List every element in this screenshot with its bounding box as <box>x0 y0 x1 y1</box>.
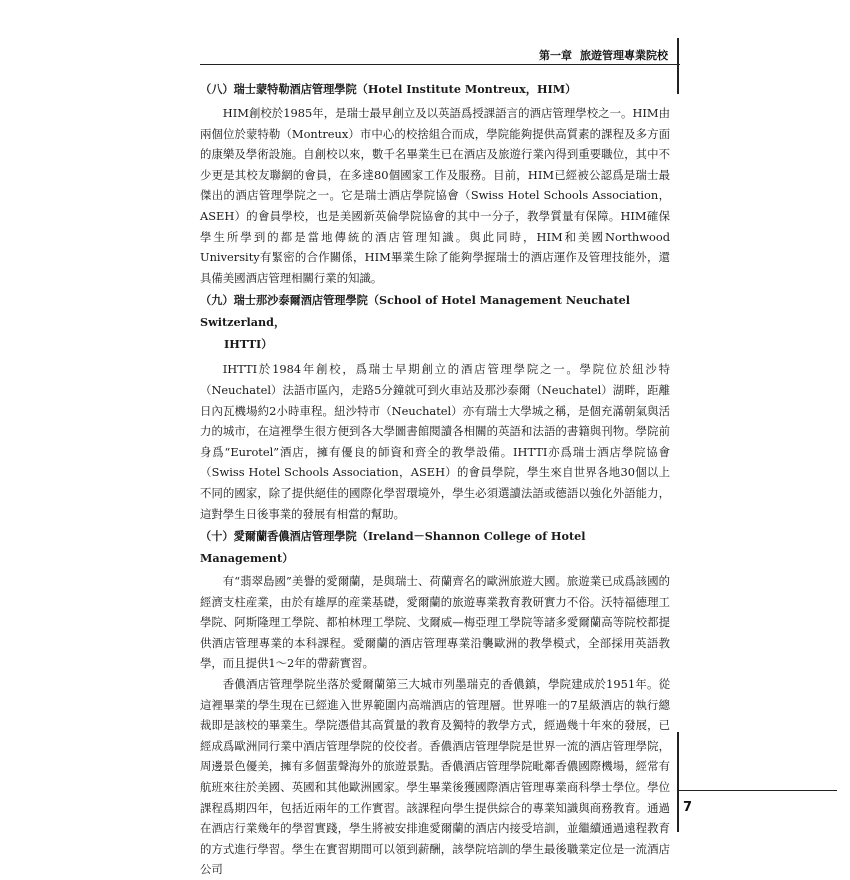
section-heading-9-text: （九）瑞士那沙泰爾酒店管理學院（School of Hotel Management Neuchatel Switzerland， <box>200 293 631 330</box>
section-heading-10 <box>200 525 670 569</box>
paragraph-ireland: 有“翡翠島國”美譽的愛爾蘭，是與瑞士、荷蘭齊名的歐洲旅遊大國。旅遊業已成爲該國的經濟支柱産業，由於有雄厚的産業基礎，愛爾蘭的旅遊專業教育教研實力不俗。沃特福德理工學院、阿斯隆理工學院、都柏林理工學院、戈爾威—梅亞理工學院等諸多愛爾蘭高等院校都提供酒店管理專業的本科課程。愛爾蘭的酒店管理專業沿襲歐洲的教學模式，全部採用英語教學，而且提供1～2年的帶薪實習。 <box>200 574 670 671</box>
page-number: 7 <box>683 800 693 815</box>
section-heading-10-text: （十）愛爾蘭香儂酒店管理學院（Ireland－Shannon College of Hotel Management） <box>200 529 586 566</box>
page-body <box>200 78 670 880</box>
running-head <box>539 47 668 63</box>
header-rule <box>200 64 680 65</box>
section-heading-9 <box>200 289 670 355</box>
chapter-title: 旅遊管理專業院校 <box>580 49 668 62</box>
section-heading-8 <box>200 78 670 100</box>
chapter-label: 第一章 <box>539 49 572 62</box>
section-heading-9-continuation: IHTTI） <box>224 337 273 352</box>
section-heading-8-text: （八）瑞士蒙特勒酒店管理學院（Hotel Institute Montreux，HIM） <box>200 82 577 96</box>
top-vertical-rule <box>677 38 679 94</box>
paragraph-shannon: 香儂酒店管理學院坐落於愛爾蘭第三大城市列墨瑞克的香儂鎮，學院建成於1951年。從這裡畢業的學生現在已經進入世界範圍内高端酒店的管理層。世界唯一的7星級酒店的執行總裁即是該校的畢業生。學院憑借其高質量的教育及獨特的教學方式，經過幾十年來的發展，已經成爲歐洲同行業中酒店管理學院的佼佼者。香儂酒店管理學院是世界一流的酒店管理學院，周邊景色優美，擁有多個蜚聲海外的旅遊景點。香儂酒店管理學院毗鄰香儂國際機場，經常有航班來往於美國、英國和其他歐洲國家。學生畢業後獲國際酒店管理專業商科學士學位。學位課程爲期四年，包括近兩年的工作實習。該課程向學生提供綜合的專業知識與商務教育。通過在酒店行業幾年的學習實踐，學生將被安排進愛爾蘭的酒店内接受培訓，並繼續通過遠程教育的方式進行學習。學生在實習期間可以領到薪酬，該學院培訓的學生最後職業定位是一流酒店公司 <box>200 677 670 877</box>
bottom-vertical-rule <box>677 732 679 832</box>
paragraph-him: HIM創校於1985年，是瑞士最早創立及以英語爲授課語言的酒店管理學校之一。HIM由兩個位於蒙特勒（Montreux）市中心的校捨組合而成，學院能夠提供高質素的課程及多方面的康樂及學術設施。自創校以來，數千名畢業生已在酒店及旅遊行業內得到重要職位，其中不少更是其校友聯網的會員，在多達80個國家工作及服務。目前，HIM已經被公認爲是瑞士最傑出的酒店管理學院之一。它是瑞士酒店學院協會（Swiss Hotel Schools Association，ASEH）的會員學校，也是美國新英倫學院協會的其中一分子，教學質量有保障。HIM確保學生所學到的都是當地傳統的酒店管理知識。與此同時，HIM和美國Northwood University有緊密的合作關係，HIM畢業生除了能夠學握瑞士的酒店運作及管理技能外，還具備美國酒店管理相關行業的知識。 <box>200 106 670 285</box>
footer-rule <box>677 790 837 791</box>
paragraph-ihtti: IHTTI於1984年創校，爲瑞士早期創立的酒店管理學院之一。學院位於紐沙特（Neuchatel）法語市區內，走路5分鐘就可到火車站及那沙泰爾（Neuchatel）湖畔，距離日內瓦機場約2小時車程。紐沙特市（Neuchatel）亦有瑞士大學城之稱，是個充滿朝氣與活力的城市，在這裡學生很方便到各大學圖書館閱讀各相關的英語和法語的書籍與刊物。學院前身爲“Eurotel”酒店，擁有優良的師資和齊全的教學設備。IHTTI亦爲瑞士酒店學院協會（Swiss Hotel Schools Association，ASEH）的會員學院，學生來自世界各地30個以上不同的國家，除了提供絕佳的國際化學習環境外，學生必須選讀法語或德語以強化外語能力，這對學生日後事業的發展有相當的幫助。 <box>200 362 670 521</box>
